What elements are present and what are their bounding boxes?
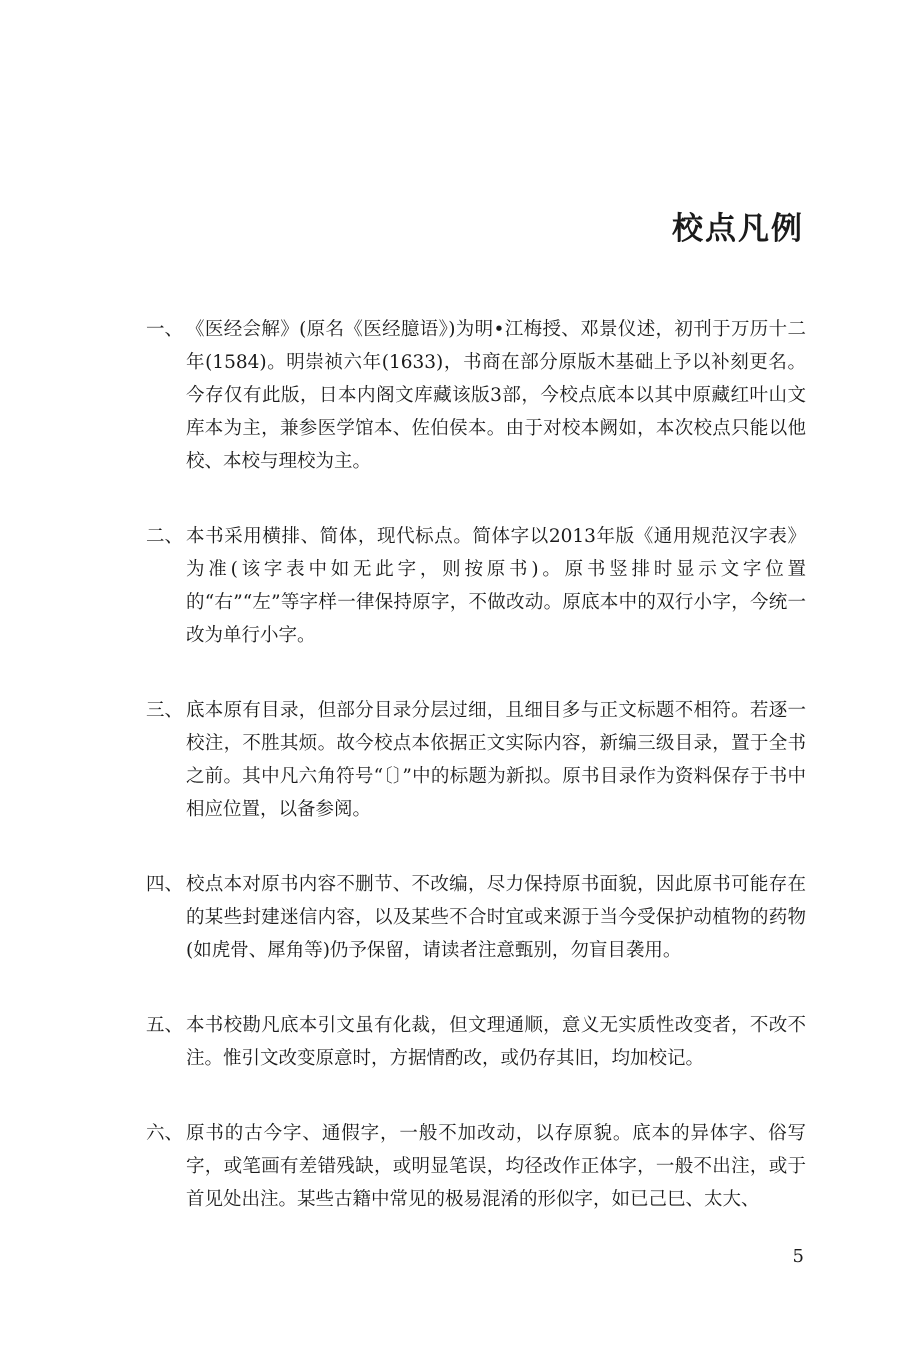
list-item [146, 1009, 806, 1075]
notes-list [146, 313, 806, 1258]
item-text: 原书的古今字、通假字，一般不加改动，以存原貌。底本的异体字、俗写字，或笔画有差错残缺，或明显笔误，均径改作正体字，一般不出注，或于首见处出注。某些古籍中常见的极易混淆的形似字，如已己巳、太大、 [186, 1123, 806, 1210]
item-number: 四、 [146, 874, 184, 895]
item-number: 六、 [146, 1123, 184, 1144]
list-item [146, 694, 806, 826]
item-number: 一、 [146, 319, 184, 340]
list-item [146, 868, 806, 967]
page-number: 5 [792, 1246, 804, 1267]
item-number: 五、 [146, 1015, 184, 1036]
list-item [146, 520, 806, 652]
item-text: 本书采用横排、简体，现代标点。简体字以2013年版《通用规范汉字表》为准(该字表中如无此字，则按原书)。原书竖排时显示文字位置的“右”“左”等字样一律保持原字，不做改动。原底本中的双行小字，今统一改为单行小字。 [186, 526, 806, 646]
item-number: 三、 [146, 700, 184, 721]
item-text: 《医经会解》(原名《医经臆语》)为明•江梅授、邓景仪述，初刊于万历十二年(1584)。明崇祯六年(1633)，书商在部分原版木基础上予以补刻更名。今存仅有此版，日本内阁文库藏该版3部，今校点底本以其中原藏红叶山文库本为主，兼参医学馆本、佐伯侯本。由于对校本阙如，本次校点只能以他校、本校与理校为主。 [186, 319, 806, 472]
page-title: 校点凡例 [672, 211, 804, 247]
item-text: 底本原有目录，但部分目录分层过细，且细目多与正文标题不相符。若逐一校注，不胜其烦。故今校点本依据正文实际内容，新编三级目录，置于全书之前。其中凡六角符号“〔〕”中的标题为新拟。原书目录作为资料保存于书中相应位置，以备参阅。 [186, 700, 806, 820]
list-item [146, 313, 806, 478]
item-number: 二、 [146, 526, 184, 547]
item-text: 本书校勘凡底本引文虽有化裁，但文理通顺，意义无实质性改变者，不改不注。惟引文改变原意时，方据情酌改，或仍存其旧，均加校记。 [186, 1015, 806, 1069]
item-text: 校点本对原书内容不删节、不改编，尽力保持原书面貌，因此原书可能存在的某些封建迷信内容，以及某些不合时宜或来源于当今受保护动植物的药物(如虎骨、犀角等)仍予保留，请读者注意甄别，勿盲目袭用。 [186, 874, 806, 961]
list-item [146, 1117, 806, 1216]
